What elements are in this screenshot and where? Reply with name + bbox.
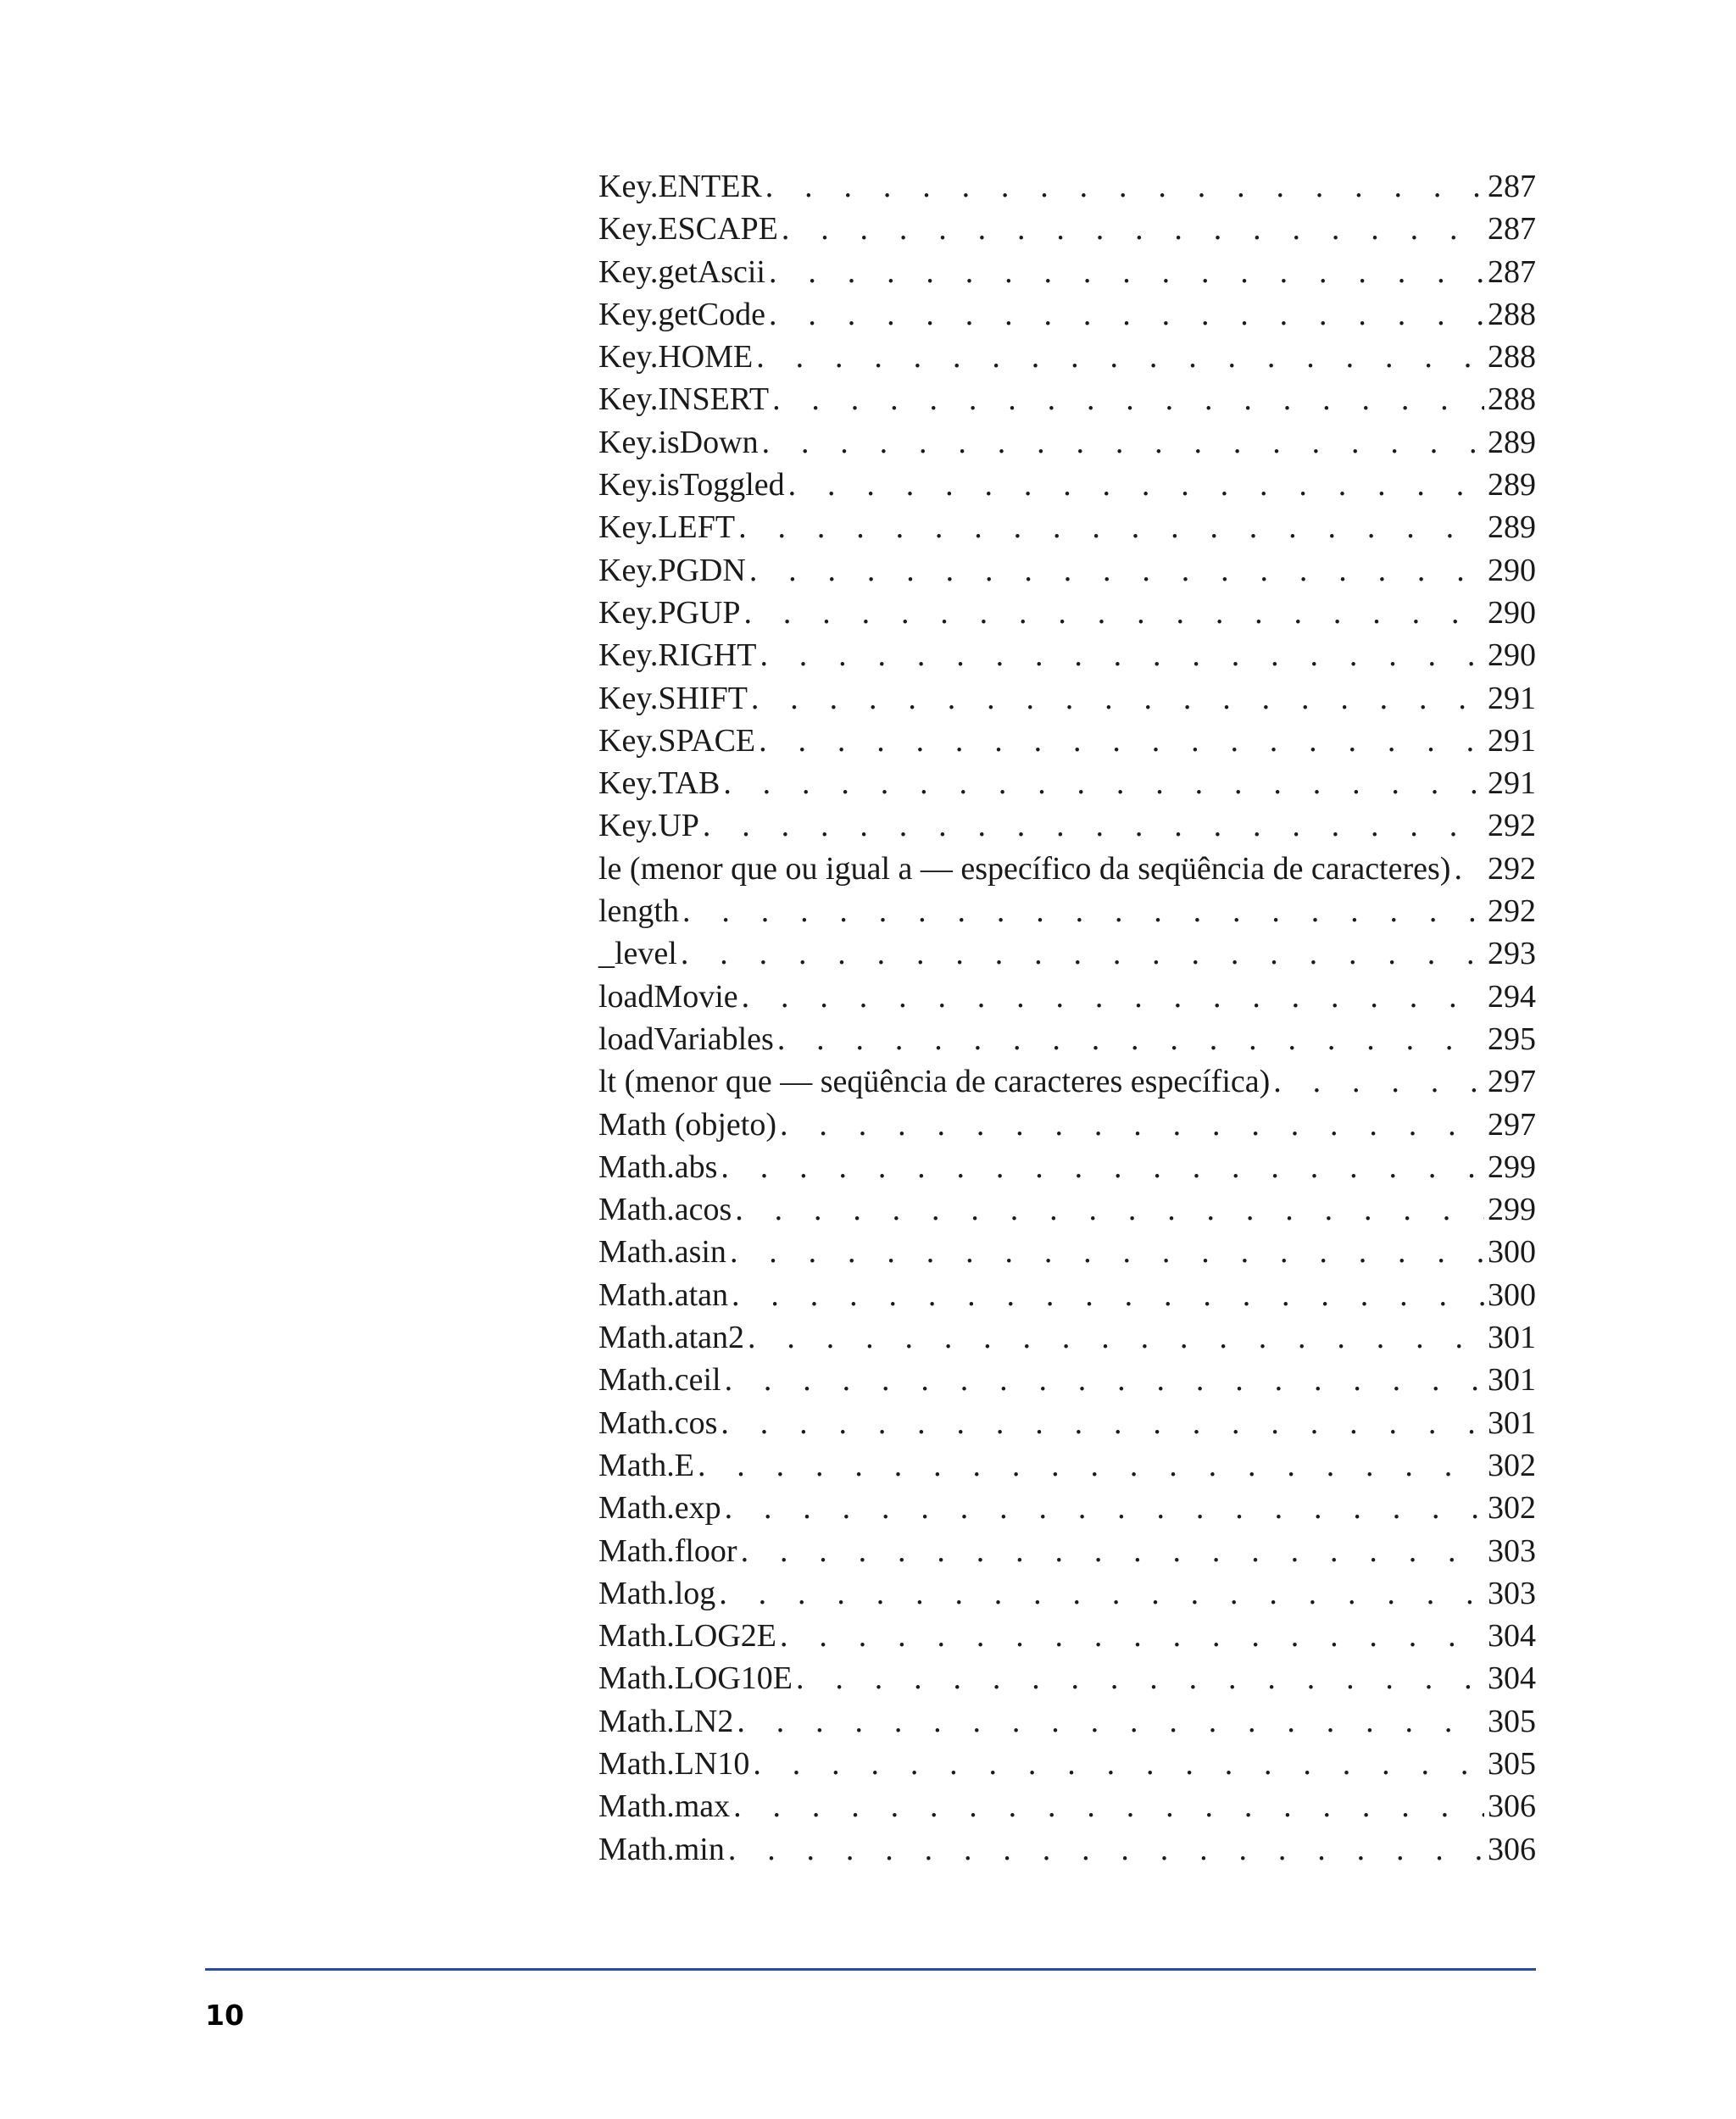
toc-dot-leader (751, 680, 1484, 717)
toc-dot-leader (762, 424, 1484, 461)
toc-dot-leader (788, 466, 1484, 503)
toc-entry (598, 168, 1536, 210)
toc-entry-page: 292 (1488, 893, 1536, 930)
toc-dot-leader (769, 253, 1484, 291)
toc-entry (598, 893, 1536, 935)
toc-entry-page: 288 (1488, 296, 1536, 332)
toc-dot-leader (698, 1447, 1484, 1484)
toc-dot-leader (733, 1788, 1484, 1825)
toc-entry (598, 210, 1536, 253)
toc-entry-title: Math.max (598, 1788, 731, 1825)
toc-entry (598, 1831, 1536, 1873)
toc-dot-leader (748, 1319, 1484, 1356)
toc-entry-title: Math.atan (598, 1276, 729, 1313)
toc-entry-title: Math.cos (598, 1404, 718, 1441)
toc-entry-title: loadMovie (598, 978, 738, 1015)
toc-entry-title: length (598, 893, 679, 930)
toc-entry-title: Key.TAB (598, 765, 721, 802)
toc-entry-title: Key.getCode (598, 296, 765, 332)
toc-dot-leader (777, 1021, 1484, 1058)
toc-entry (598, 424, 1536, 466)
toc-entry (598, 1233, 1536, 1276)
toc-entry (598, 1191, 1536, 1233)
toc-entry-page: 306 (1488, 1831, 1536, 1867)
toc-dot-leader (796, 1660, 1484, 1697)
toc-entry-title: Key.INSERT (598, 381, 770, 418)
toc-entry-page: 304 (1488, 1660, 1536, 1697)
toc-entry (598, 1788, 1536, 1830)
toc-dot-leader (681, 935, 1484, 972)
toc-entry-title: Key.HOME (598, 339, 754, 375)
toc-entry-page: 297 (1488, 1064, 1536, 1100)
toc-entry (598, 1276, 1536, 1319)
toc-entry (598, 466, 1536, 509)
toc-entry-page: 288 (1488, 381, 1536, 418)
toc-entry (598, 338, 1536, 381)
toc-entry-title: Math (objeto) (598, 1106, 777, 1143)
toc-entry (598, 1319, 1536, 1361)
toc-entry (598, 381, 1536, 423)
toc-entry-page: 303 (1488, 1575, 1536, 1611)
toc-entry-page: 288 (1488, 339, 1536, 375)
toc-entry (598, 935, 1536, 977)
toc-entry-page: 291 (1488, 722, 1536, 759)
footer-rule (205, 1968, 1536, 1971)
toc-entry-page: 289 (1488, 509, 1536, 546)
toc-entry (598, 296, 1536, 338)
toc-entry-page: 305 (1488, 1745, 1536, 1782)
toc-entry-title: Math.min (598, 1831, 725, 1867)
toc-entry (598, 1532, 1536, 1575)
toc-entry-page: 291 (1488, 765, 1536, 802)
toc-entry (598, 807, 1536, 849)
toc-entry-page: 292 (1488, 850, 1536, 887)
toc-dot-leader (737, 1703, 1484, 1740)
toc-entry-title: Math.asin (598, 1234, 726, 1271)
toc-entry-title: loadVariables (598, 1021, 774, 1057)
toc-entry-page: 291 (1488, 680, 1536, 716)
toc-entry-title: Math.ceil (598, 1362, 721, 1399)
toc-dot-leader (738, 509, 1484, 546)
toc-dot-leader (1273, 1063, 1484, 1100)
toc-entry (598, 1021, 1536, 1063)
toc-entry-page: 302 (1488, 1447, 1536, 1483)
toc-dot-leader (780, 1106, 1484, 1143)
toc-entry (598, 1489, 1536, 1532)
toc-dot-leader (703, 807, 1484, 844)
toc-entry-page: 301 (1488, 1362, 1536, 1399)
toc-dot-leader (772, 381, 1484, 418)
toc-entry-page: 290 (1488, 552, 1536, 588)
toc-entry (598, 509, 1536, 551)
toc-entry-page: 302 (1488, 1490, 1536, 1527)
table-of-contents (598, 168, 1536, 1873)
toc-dot-leader (723, 765, 1484, 802)
toc-entry-page: 293 (1488, 936, 1536, 972)
toc-entry (598, 1063, 1536, 1105)
toc-entry-title: Key.PGUP (598, 594, 741, 631)
toc-entry-title: Math.atan2 (598, 1320, 745, 1356)
toc-entry-title: Key.RIGHT (598, 637, 757, 674)
toc-entry-page: 294 (1488, 978, 1536, 1015)
toc-entry-title: Key.UP (598, 808, 699, 844)
toc-entry (598, 1106, 1536, 1148)
toc-entry-title: Math.E (598, 1447, 694, 1483)
toc-dot-leader (728, 1831, 1484, 1868)
toc-entry-page: 301 (1488, 1404, 1536, 1441)
toc-dot-leader (782, 210, 1484, 247)
toc-dot-leader (725, 1361, 1484, 1399)
toc-entry-title: Key.PGDN (598, 552, 746, 588)
toc-entry-page: 295 (1488, 1021, 1536, 1057)
toc-dot-leader (756, 338, 1484, 375)
toc-dot-leader (1454, 850, 1484, 887)
toc-entry-page: 299 (1488, 1192, 1536, 1228)
toc-entry-title: le (menor que ou igual a — específico da seqüência de caracteres) (598, 850, 1451, 887)
toc-entry-title: Key.isToggled (598, 467, 785, 503)
toc-entry-title: Math.acos (598, 1192, 732, 1228)
toc-entry-page: 303 (1488, 1532, 1536, 1569)
toc-dot-leader (725, 1489, 1484, 1527)
toc-dot-leader (719, 1575, 1484, 1612)
toc-entry-title: lt (menor que — seqüência de caracteres específica) (598, 1064, 1271, 1100)
toc-entry-title: Math.exp (598, 1490, 721, 1527)
toc-entry-title: Math.LN10 (598, 1745, 750, 1782)
toc-entry (598, 1361, 1536, 1404)
toc-entry (598, 1447, 1536, 1489)
toc-entry (598, 978, 1536, 1021)
toc-entry-page: 289 (1488, 467, 1536, 503)
toc-dot-leader (721, 1148, 1484, 1186)
toc-dot-leader (735, 1191, 1484, 1228)
toc-dot-leader (780, 1617, 1484, 1655)
toc-entry-title: Math.floor (598, 1532, 737, 1569)
toc-dot-leader (682, 893, 1484, 930)
toc-entry (598, 253, 1536, 296)
toc-entry (598, 722, 1536, 765)
toc-entry (598, 850, 1536, 893)
toc-entry (598, 1148, 1536, 1191)
toc-entry (598, 1617, 1536, 1660)
toc-entry-page: 301 (1488, 1320, 1536, 1356)
toc-entry-page: 300 (1488, 1276, 1536, 1313)
toc-dot-leader (721, 1404, 1484, 1442)
toc-entry-page: 306 (1488, 1788, 1536, 1825)
toc-dot-leader (769, 296, 1484, 333)
toc-entry-page: 300 (1488, 1234, 1536, 1271)
toc-entry (598, 552, 1536, 594)
toc-entry-title: _level (598, 936, 677, 972)
toc-entry-page: 289 (1488, 424, 1536, 460)
toc-dot-leader (732, 1276, 1484, 1314)
toc-entry-page: 287 (1488, 253, 1536, 290)
toc-entry-page: 305 (1488, 1703, 1536, 1739)
toc-entry-page: 287 (1488, 169, 1536, 204)
toc-entry-page: 290 (1488, 637, 1536, 674)
toc-entry-page: 287 (1488, 211, 1536, 247)
toc-entry-title: Key.ESCAPE (598, 211, 778, 247)
toc-entry-title: Math.log (598, 1575, 716, 1611)
toc-entry-page: 297 (1488, 1106, 1536, 1143)
toc-entry-title: Key.isDown (598, 424, 759, 460)
toc-dot-leader (753, 1745, 1484, 1783)
toc-entry-page: 290 (1488, 594, 1536, 631)
toc-entry-title: Key.ENTER (598, 169, 762, 204)
toc-entry-title: Key.SHIFT (598, 680, 748, 716)
toc-entry-page: 304 (1488, 1618, 1536, 1655)
toc-entry-page: 292 (1488, 808, 1536, 844)
toc-entry (598, 637, 1536, 679)
page-number: 10 (205, 1999, 244, 2032)
toc-entry (598, 1703, 1536, 1745)
toc-dot-leader (749, 552, 1484, 589)
toc-dot-leader (760, 637, 1484, 674)
toc-dot-leader (744, 594, 1485, 631)
toc-entry (598, 680, 1536, 722)
toc-entry-title: Math.LOG2E (598, 1618, 777, 1655)
toc-entry-title: Key.LEFT (598, 509, 736, 546)
toc-dot-leader (730, 1233, 1484, 1271)
toc-entry (598, 765, 1536, 807)
toc-dot-leader (742, 978, 1484, 1015)
toc-entry (598, 1575, 1536, 1617)
toc-entry-title: Math.LN2 (598, 1703, 734, 1739)
toc-entry (598, 1660, 1536, 1702)
toc-dot-leader (765, 168, 1484, 205)
toc-dot-leader (759, 722, 1484, 759)
toc-entry (598, 1745, 1536, 1788)
toc-entry-title: Key.SPACE (598, 722, 756, 759)
toc-entry-title: Math.LOG10E (598, 1660, 793, 1697)
toc-entry (598, 1404, 1536, 1447)
toc-entry-title: Key.getAscii (598, 253, 765, 290)
toc-entry-title: Math.abs (598, 1148, 718, 1185)
toc-entry-page: 299 (1488, 1148, 1536, 1185)
toc-dot-leader (741, 1532, 1484, 1570)
toc-entry (598, 594, 1536, 637)
